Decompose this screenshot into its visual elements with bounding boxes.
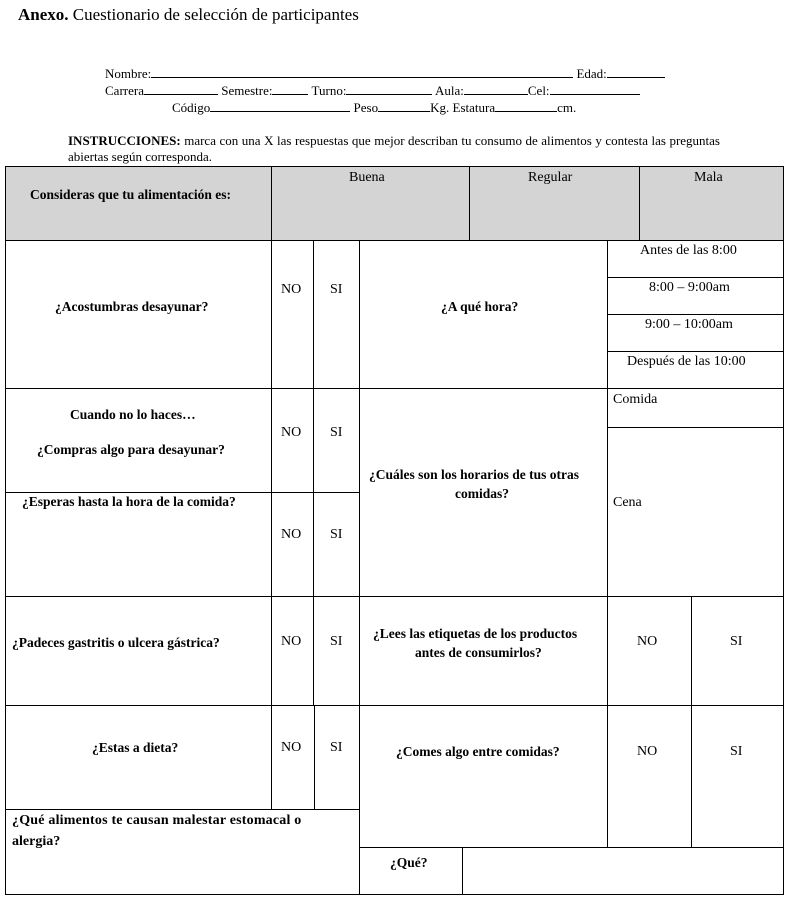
turno-field[interactable] <box>346 82 432 95</box>
gastritis-no: NO <box>281 634 302 649</box>
desayunar-no: NO <box>281 282 302 297</box>
title-bold: Anexo. <box>18 5 69 24</box>
entre-si: SI <box>730 744 743 759</box>
label-estatura: Estatura <box>452 100 496 115</box>
q-alimentacion: Consideras que tu alimentación es: <box>30 187 232 202</box>
q-dieta: ¿Estas a dieta? <box>92 740 179 755</box>
esperas-si: SI <box>330 527 343 542</box>
peso-field[interactable] <box>378 99 430 112</box>
label-peso: Peso <box>353 100 379 115</box>
nombre-field[interactable] <box>151 65 573 78</box>
label-cel: Cel: <box>527 83 550 98</box>
q-desayunar: ¿Acostumbras desayunar? <box>55 299 209 314</box>
q-compras: ¿Compras algo para desayunar? <box>37 442 225 457</box>
q-hora: ¿A qué hora? <box>441 299 519 314</box>
instructions-head: INSTRUCCIONES: <box>68 133 181 148</box>
q-malestar-1: ¿Qué alimentos te causan malestar estomacal o <box>12 813 302 828</box>
label-kg: Kg. <box>430 100 450 115</box>
desayunar-si-cell[interactable] <box>313 240 360 389</box>
dieta-no: NO <box>281 740 302 755</box>
q-malestar-2: alergia? <box>12 834 61 849</box>
line-codigo <box>172 99 576 116</box>
cena-label: Cena <box>613 495 642 510</box>
instructions <box>68 133 720 165</box>
esperas-no-cell[interactable] <box>271 492 314 597</box>
codigo-field[interactable] <box>210 99 350 112</box>
q-que: ¿Qué? <box>390 855 428 870</box>
dieta-si-cell[interactable] <box>314 705 360 810</box>
label-nombre: Nombre: <box>105 66 152 81</box>
etiquetas-no: NO <box>637 634 658 649</box>
compras-si: SI <box>330 425 343 440</box>
q-compras-cell <box>5 388 272 493</box>
label-cm: cm. <box>557 100 577 115</box>
line-carrera <box>105 82 640 99</box>
q-cuando-no: Cuando no lo haces… <box>70 407 196 422</box>
edad-field[interactable] <box>607 65 665 78</box>
document-title <box>18 5 359 25</box>
estatura-field[interactable] <box>495 99 557 112</box>
gastritis-si: SI <box>330 634 343 649</box>
hora-1: Antes de las 8:00 <box>640 243 737 258</box>
q-dieta-cell <box>5 705 272 810</box>
q-horarios-2: comidas? <box>455 486 509 501</box>
cel-field[interactable] <box>550 82 640 95</box>
title-rest: Cuestionario de selección de participantes <box>68 5 359 24</box>
entre-si-cell[interactable] <box>691 705 784 848</box>
carrera-field[interactable] <box>144 82 218 95</box>
q-etiquetas-1: ¿Lees las etiquetas de los productos <box>373 626 578 641</box>
line-nombre <box>105 65 665 82</box>
etiquetas-si-cell[interactable] <box>691 596 784 706</box>
entre-no: NO <box>637 744 658 759</box>
compras-no: NO <box>281 425 302 440</box>
q-alimentacion-cell <box>5 166 272 241</box>
esperas-no: NO <box>281 527 302 542</box>
hora-2: 8:00 – 9:00am <box>649 280 730 295</box>
opt-regular: Regular <box>528 170 573 185</box>
opt-buena: Buena <box>349 170 385 185</box>
desayunar-si: SI <box>330 282 343 297</box>
label-turno: Turno: <box>311 83 347 98</box>
esperas-si-cell[interactable] <box>313 492 360 597</box>
semestre-field[interactable] <box>272 82 308 95</box>
opt-mala: Mala <box>694 170 723 185</box>
label-edad: Edad: <box>576 66 607 81</box>
q-horarios-1: ¿Cuáles son los horarios de tus otras <box>369 467 580 482</box>
cena-cell[interactable] <box>607 427 784 597</box>
gastritis-si-cell[interactable] <box>313 596 360 706</box>
que-answer-field[interactable] <box>462 847 784 895</box>
label-semestre: Semestre: <box>221 83 273 98</box>
q-gastritis-cell <box>5 596 272 706</box>
q-entre: ¿Comes algo entre comidas? <box>396 744 560 759</box>
label-aula: Aula: <box>434 83 464 98</box>
desayunar-no-cell[interactable] <box>271 240 314 389</box>
etiquetas-si: SI <box>730 634 743 649</box>
q-gastritis: ¿Padeces gastritis o ulcera gástrica? <box>12 635 220 650</box>
label-codigo: Código <box>172 100 211 115</box>
hora-3: 9:00 – 10:00am <box>645 317 733 332</box>
q-etiquetas-2: antes de consumirlos? <box>415 645 542 660</box>
dieta-si: SI <box>330 740 343 755</box>
hora-4: Después de las 10:00 <box>627 354 746 369</box>
comida-label: Comida <box>613 392 658 407</box>
q-entre-cell <box>359 705 608 848</box>
gastritis-no-cell[interactable] <box>271 596 314 706</box>
label-carrera: Carrera <box>105 83 144 98</box>
dieta-no-cell[interactable] <box>271 705 315 810</box>
aula-field[interactable] <box>464 82 528 95</box>
q-esperas: ¿Esperas hasta la hora de la comida? <box>22 494 236 509</box>
entre-no-cell[interactable] <box>607 705 692 848</box>
instructions-text: marca con una X las respuestas que mejor describan tu consumo de alimentos y contesta las preguntas abiertas según corresponda. <box>68 133 720 164</box>
etiquetas-no-cell[interactable] <box>607 596 692 706</box>
